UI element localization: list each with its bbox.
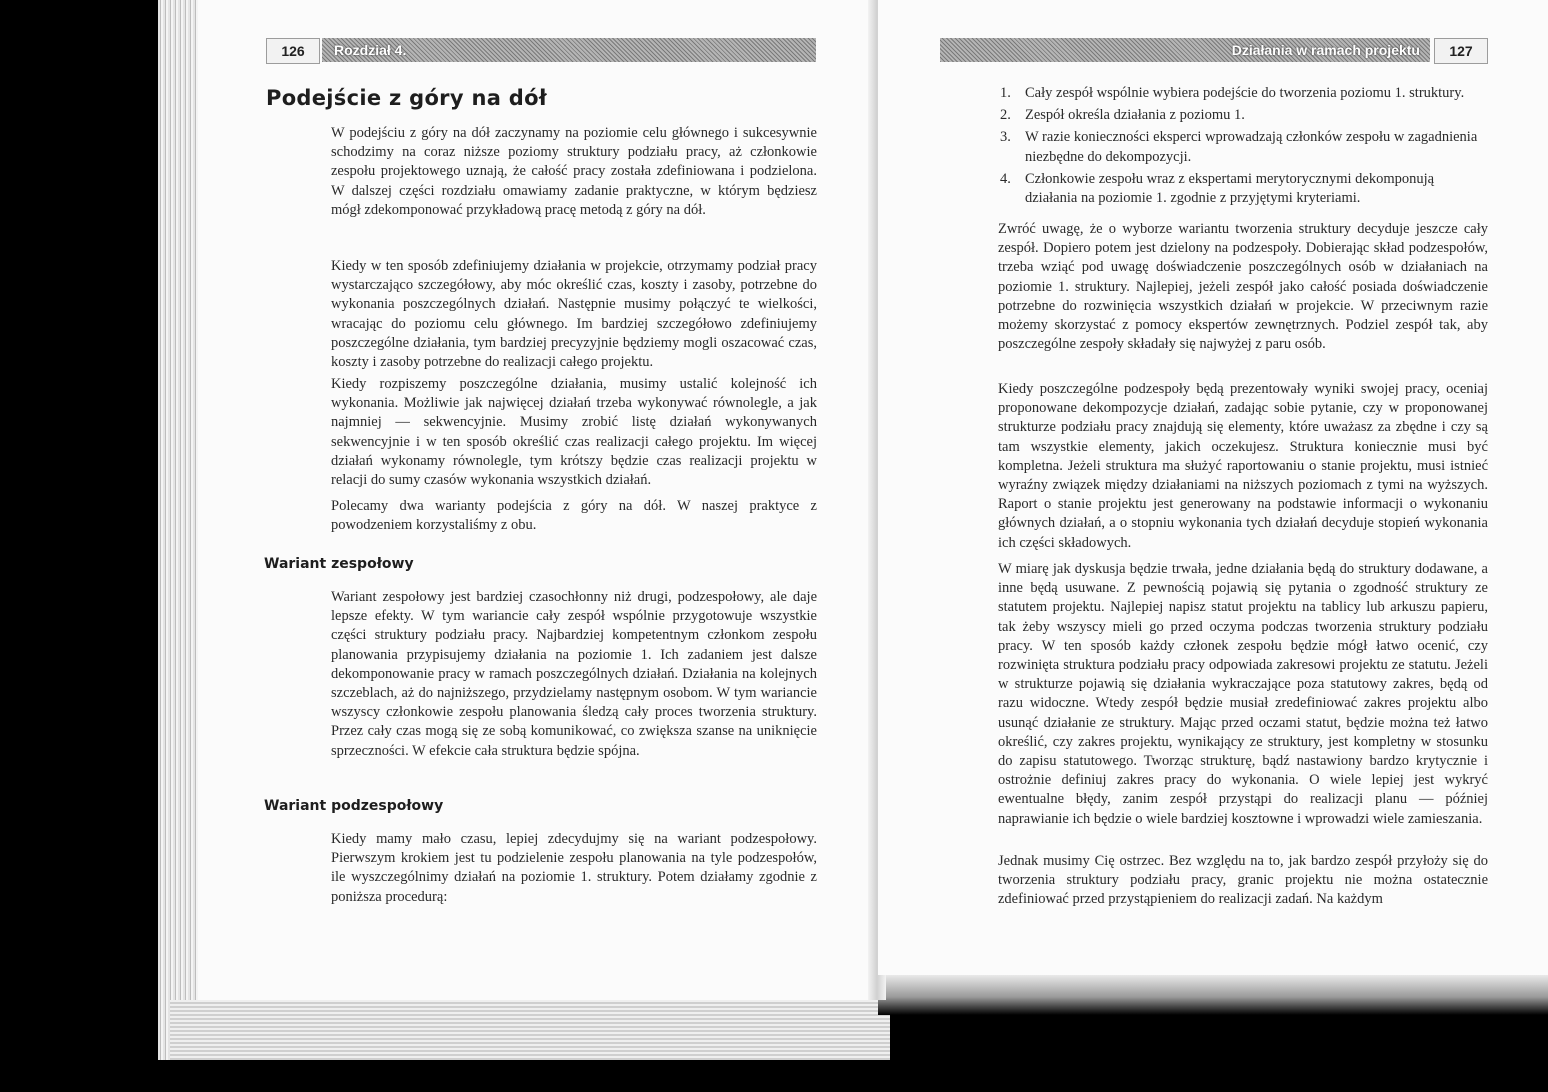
paragraph: Kiedy mamy mało czasu, lepiej zdecydujmy się na wariant podzespołowy. Pierwszym krokiem jest tu podzielenie zespołu planowania na tyle podzespołów, ile wyszczególnimy działań na poziomie 1. struktury. Potem działamy zgodnie z poniższa procedurą: — [331, 831, 817, 905]
list-text: Zespół określa działania z poziomu 1. — [1025, 107, 1245, 124]
page-shadow-bottom — [878, 975, 1548, 1015]
list-number: 1. — [1000, 85, 1011, 101]
page-edges-bottom — [170, 1000, 890, 1060]
left-page — [198, 0, 876, 1000]
list-number: 2. — [1000, 107, 1011, 124]
list-item — [1000, 84, 1486, 103]
paragraph: Kiedy poszczególne podzespoły będą prezentowały wyniki swojej pracy, oceniaj proponowane dekompozycje działań, zadając sobie pytanie, czy w proponowanej strukturze podziału pracy znajdują się elementy, które uważasz za zbędne i czy są tam wszystkie elementy, jakich oczekujesz. Struktura koniecznie musi być kompletna. Jeżeli struktura ma służyć raportowaniu o stanie projektu, musi istnieć wyraźny związek między działaniami na niższych poziomach z tymi na wyższych. Raport o stanie projektu jest generowany na podstawie informacji o wykonaniu głównych działań, a o stopniu wykonania tych działań decyduje stopień wykonania ich części składowych. — [998, 381, 1488, 551]
paragraph: Zwróć uwagę, że o wyborze wariantu tworzenia struktury decyduje jeszcze cały zespół. Dopiero potem jest dzielony na podzespoły. Dobierając skład podzespołów, trzeba wziąć pod uwagę doświadczenie poszczególnych osób w działaniach na poziomie 1. struktury. Najlepiej, jeżeli zespół jako całość posiada doświadczenie potrzebne do rozwinięcia wszystkich działań w projekcie. W przeciwnym razie możemy skorzystać z pomocy ekspertów zewnętrznych. Podziel zespół tak, aby poszczególne zespoły składały się najwyżej z paru osób. — [998, 221, 1488, 353]
subsection-title: Wariant zespołowy — [264, 556, 414, 572]
paragraph: Kiedy w ten sposób zdefiniujemy działania w projekcie, otrzymamy podział pracy wystarczająco szczegółowy, aby móc określić czas, koszty i zasoby, potrzebne do wykonania poszczególnych działań. Następnie musimy połączyć te wielkości, wracając do poziomu celu głównego. Im bardziej szczegółowo zdefiniujemy poszczególne działania, tym bardziej precyzyjnie będziemy mogli oszacować czas, koszty i zasoby potrzebne do realizacji całego projektu. — [331, 258, 817, 371]
numbered-list — [1000, 84, 1486, 211]
list-text: Cały zespół wspólnie wybiera podejście do tworzenia poziomu 1. struktury. — [1025, 85, 1465, 101]
right-page — [878, 0, 1548, 975]
list-text: W razie konieczności eksperci wprowadzają członków zespołu w zagadnienia niezbędne do dekompozycji. — [1025, 129, 1478, 165]
page-number-right: 127 — [1434, 38, 1488, 64]
page-edges-left — [158, 0, 200, 1060]
paragraph: W podejściu z góry na dół zaczynamy na poziomie celu głównego i sukcesywnie schodzimy na coraz niższe poziomy struktury podziału pracy, aż członkowie zespołu projektowego uznają, że całość pracy została zdefiniowana i podzielona. W dalszej części rozdziału omawiamy zadanie praktyczne, w którym będziesz mógł zdekomponować przykładową pracę metodą z góry na dół. — [331, 125, 817, 218]
paragraph: Jednak musimy Cię ostrzec. Bez względu na to, jak bardzo zespół przyłoży się do tworzenia struktury podziału pracy, granic projektu nie można ostatecznie zdefiniować przed przystąpieniem do realizacji zadań. Na każdym — [998, 853, 1488, 908]
paragraph: Kiedy rozpiszemy poszczególne działania, musimy ustalić kolejność ich wykonania. Możliwie jak najwięcej działań trzeba wykonywać równolegle, a jak najmniej — sekwencyjnie. Musimy zrobić listę działań wykonywanych sekwencyjnie i w ten sposób określić czas realizacji całego projektu. Im więcej działań wykonamy równolegle, tym krótszy będzie czas realizacji projektu w relacji do sumy czasów wykonania wszystkich działań. — [331, 376, 817, 489]
paragraph: Polecamy dwa warianty podejścia z góry na dół. W naszej praktyce z powodzeniem korzystaliśmy z obu. — [331, 498, 817, 534]
paragraph: W miarę jak dyskusja będzie trwała, jedne działania będą do struktury dodawane, a inne będą usuwane. Z pewnością pojawią się pytania o zgodność struktury ze statutem projektu. Najlepiej napisz statut projektu na tablicy lub arkuszu papieru, tak żeby wszyscy mieli go przed oczyma podczas tworzenia struktury podziału pracy. W ten sposób każdy członek zespołu będzie mógł łatwo ocenić, czy rozwinięta struktura podziału pracy odpowiada zakresowi projektu ze statutu. Jeżeli w strukturze pojawią się działania wykraczające poza statutowy zakres, będą od razu widoczne. Wtedy zespół będzie musiał zredefiniować zakres projektu albo usunąć działanie ze struktury. Mając przed oczami statut, będzie można też łatwo określić, czy zakres projektu, wynikający ze struktury, jest kompletny w stosunku do zapisu statutowego. Tworząc strukturę, bądź nastawiony bardzo krytycznie i ostrożnie definiuj zakres pracy do wykonania. O wiele lepiej jest wykryć ewentualne błędy, zanim zespół przystąpi do realizacji planu — później naprawianie ich będzie o wiele bardziej kosztowne i wprowadzi wiele zamieszania. — [998, 561, 1488, 827]
subsection-title: Wariant podzespołowy — [264, 798, 444, 814]
list-item — [1000, 106, 1486, 125]
list-item — [1000, 128, 1486, 166]
paragraph: Wariant zespołowy jest bardziej czasochłonny niż drugi, podzespołowy, ale daje lepsze efekty. W tym wariancie cały zespół wspólnie przygotowuje wszystkie części struktury podziału pracy. Najbardziej kompetentnym członkom zespołu planowania przypisujemy działania na poziomie 1. Ich zadaniem jest dalsze dekomponowanie pracy w ramach poszczególnych działań. Działania na kolejnych szczeblach, aż do najniższego, przydzielamy następnym osobom. W tym wariancie wszyscy członkowie zespołu planowania śledzą cały proces tworzenia struktury. Przez cały czas mogą się ze sobą komunikować, co zwiększa szanse na uniknięcie sprzeczności. W efekcie cała struktura będzie spójna. — [331, 589, 817, 759]
running-head-left: Rozdział 4. — [322, 38, 816, 62]
running-head-right: Działania w ramach projektu — [940, 38, 1430, 62]
list-text: Członkowie zespołu wraz z ekspertami merytorycznymi dekomponują działania na poziomie 1. zgodnie z przyjętymi kryteriami. — [1025, 170, 1435, 207]
page-number-left: 126 — [266, 38, 320, 64]
section-title: Podejście z góry na dół — [266, 86, 547, 110]
list-number: 4. — [1000, 170, 1011, 187]
list-number: 3. — [1000, 129, 1011, 146]
list-item — [1000, 170, 1486, 208]
